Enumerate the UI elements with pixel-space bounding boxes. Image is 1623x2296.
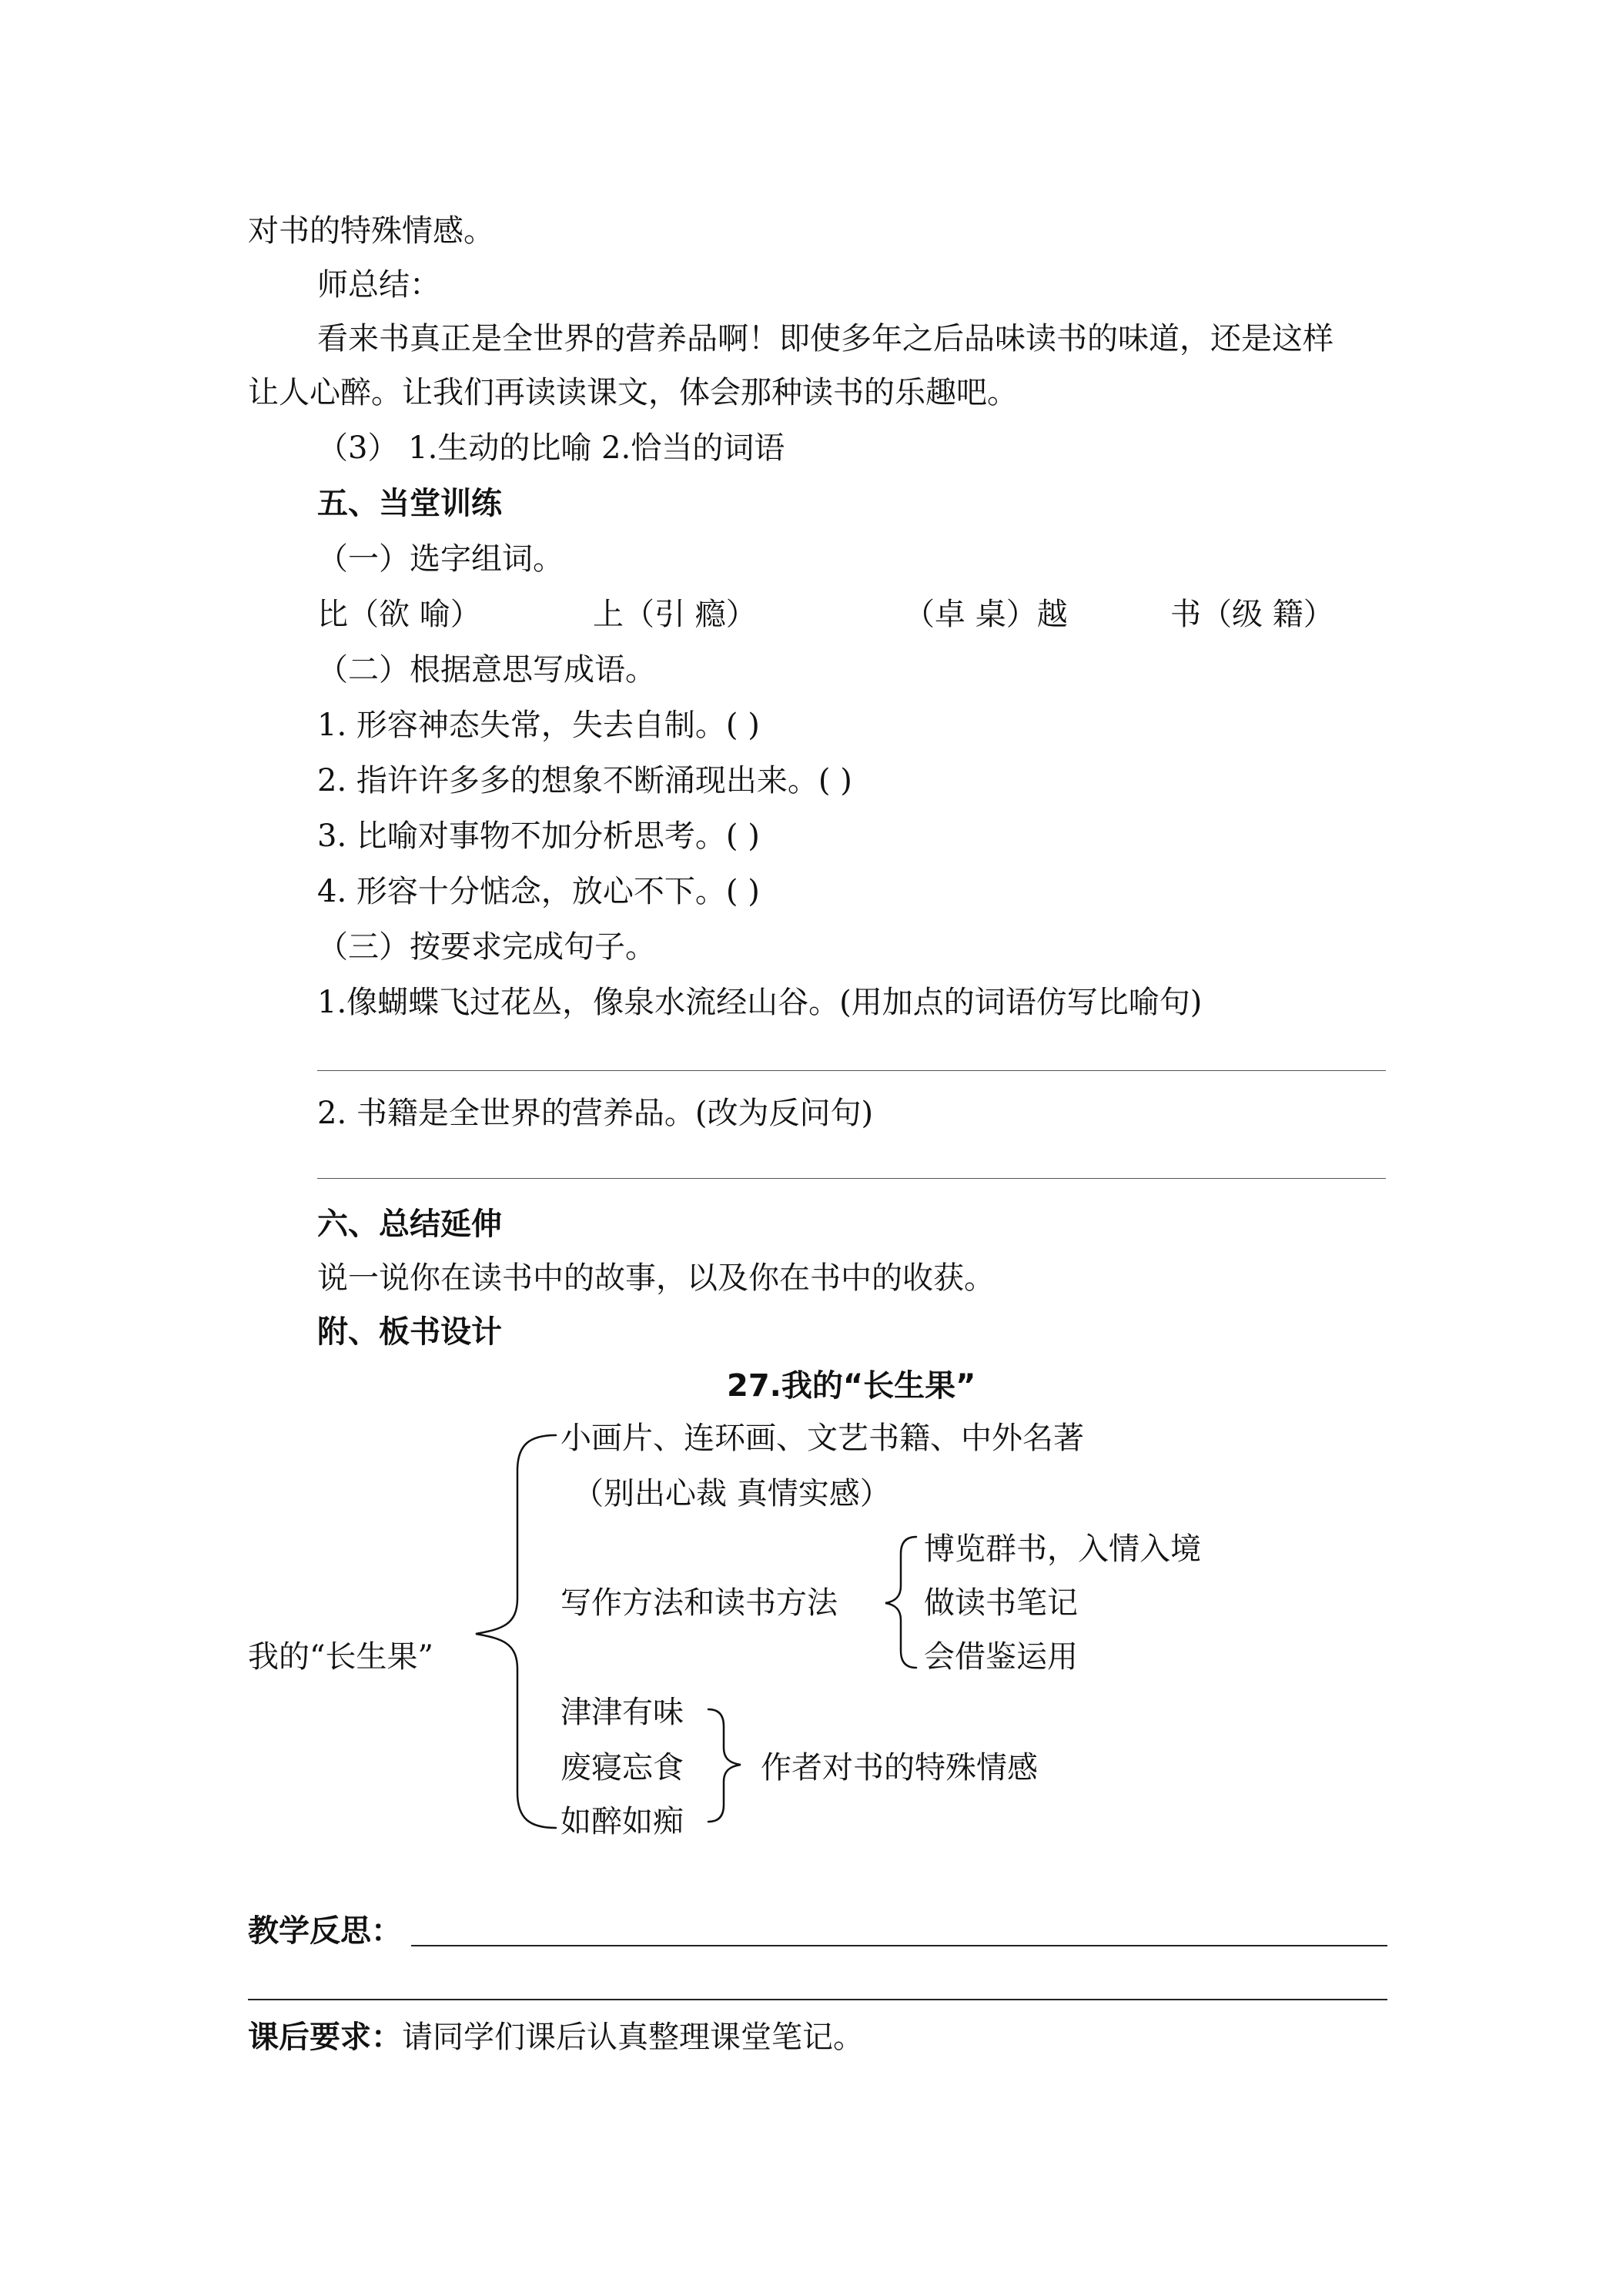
after-class-label: 课后要求： bbox=[248, 2020, 402, 2055]
part3-title: （三）按要求完成句子。 bbox=[317, 929, 656, 965]
part3-question2: 2. 书籍是全世界的营养品。(改为反问句) bbox=[317, 1096, 874, 1131]
branch3-item: 废寝忘食 bbox=[561, 1750, 684, 1786]
after-class bbox=[248, 2016, 864, 2059]
part2-item: 3. 比喻对事物不加分析思考。( ) bbox=[317, 818, 760, 854]
divider bbox=[248, 1999, 1387, 2000]
point-3: （3） 1.生动的比喻 2.恰当的词语 bbox=[317, 430, 785, 466]
part1-item: 书（级 籍） bbox=[1170, 597, 1334, 632]
idioms-brace bbox=[708, 1709, 741, 1822]
section5-heading: 五、当堂训练 bbox=[317, 486, 502, 521]
reflection-label: 教学反思： bbox=[248, 1913, 402, 1949]
part3-question1: 1.像蝴蝶飞过花丛，像泉水流经山谷。(用加点的词语仿写比喻句) bbox=[317, 985, 1203, 1020]
methods-brace bbox=[885, 1537, 916, 1668]
reflection-line[interactable] bbox=[411, 1945, 1387, 1946]
section6-heading: 六、总结延伸 bbox=[317, 1207, 502, 1242]
part2-item: 1. 形容神态失常，失去自制。( ) bbox=[317, 708, 760, 743]
branch2-label: 写作方法和读书方法 bbox=[561, 1585, 838, 1621]
branch1-line2: （别出心裁 真情实感） bbox=[573, 1476, 891, 1511]
part1-item: （卓 桌）越 bbox=[904, 597, 1068, 632]
summary-paragraph-line1: 看来书真正是全世界的营养品啊！即使多年之后品味读书的味道，还是这样 bbox=[317, 321, 1334, 356]
part2-title: （二）根据意思写成语。 bbox=[317, 652, 656, 688]
branch1-line1: 小画片、连环画、文艺书籍、中外名著 bbox=[561, 1421, 1084, 1456]
section6-text: 说一说你在读书中的故事，以及你在书中的收获。 bbox=[317, 1260, 995, 1296]
board-title: 27.我的“长生果” bbox=[727, 1368, 976, 1404]
part2-item: 2. 指许许多多的想象不断涌现出来。( ) bbox=[317, 763, 852, 798]
board-root: 我的“长生果” bbox=[248, 1639, 433, 1675]
branch3-result: 作者对书的特殊情感 bbox=[761, 1750, 1038, 1786]
board-heading: 附、板书设计 bbox=[317, 1314, 502, 1350]
after-class-text: 请同学们课后认真整理课堂笔记。 bbox=[402, 2020, 864, 2055]
text-line: 对书的特殊情感。 bbox=[248, 213, 494, 249]
part1-title: （一）选字组词。 bbox=[317, 541, 564, 577]
branch2-item: 做读书笔记 bbox=[924, 1585, 1078, 1621]
summary-paragraph-line2: 让人心醉。让我们再读读课文，体会那种读书的乐趣吧。 bbox=[248, 375, 1018, 410]
branch2-item: 会借鉴运用 bbox=[924, 1639, 1078, 1675]
branch3-item: 如醉如痴 bbox=[561, 1804, 684, 1839]
part1-item: 比（欲 喻） bbox=[317, 597, 481, 632]
big-brace bbox=[476, 1435, 556, 1828]
branch3-item: 津津有味 bbox=[561, 1695, 684, 1730]
part1-item: 上（引 瘾） bbox=[593, 597, 757, 632]
branch2-item: 博览群书，入情入境 bbox=[924, 1531, 1201, 1567]
teacher-summary-label: 师总结： bbox=[317, 267, 440, 303]
part2-item: 4. 形容十分惦念，放心不下。( ) bbox=[317, 874, 760, 909]
